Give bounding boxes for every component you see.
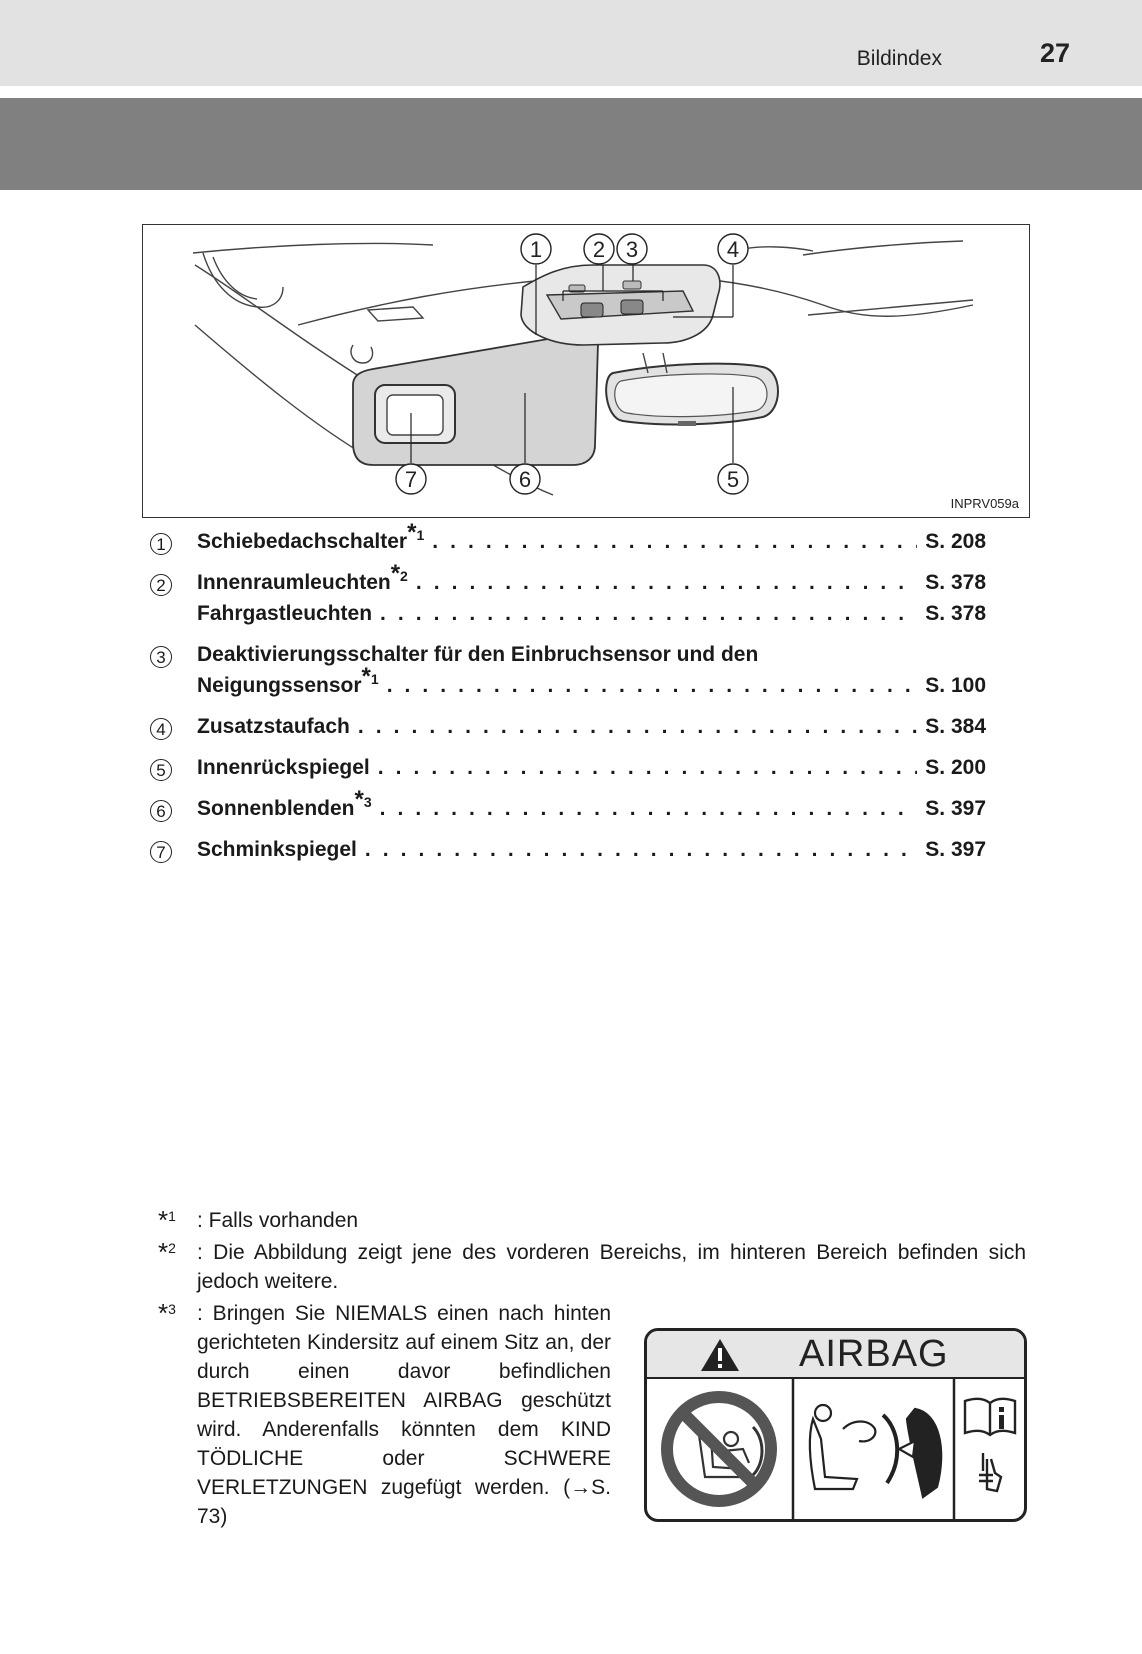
page-reference: S. 378 bbox=[925, 571, 986, 594]
page-reference: S. 384 bbox=[925, 715, 986, 738]
no-child-seat-icon bbox=[667, 1397, 771, 1501]
item-label: Innenrückspiegel bbox=[197, 756, 370, 779]
index-row bbox=[150, 519, 986, 561]
index-row bbox=[150, 786, 986, 828]
airbag-label-header bbox=[647, 1331, 1024, 1379]
item-label: Neigungssensor$^{*1}$ bbox=[197, 663, 379, 697]
item-label: Sonnenblenden$^{*3}$ bbox=[197, 786, 372, 820]
footnote-1 bbox=[158, 1206, 1026, 1235]
callout-6 bbox=[510, 464, 540, 494]
index-entry-5 bbox=[150, 756, 986, 797]
item-number: 7 bbox=[150, 841, 172, 863]
index-row bbox=[150, 560, 986, 602]
page-reference: S. 100 bbox=[925, 674, 986, 697]
index-row bbox=[150, 756, 986, 787]
footnote-2 bbox=[158, 1238, 1026, 1296]
index-entry-3 bbox=[150, 643, 986, 715]
section-band bbox=[0, 98, 1142, 190]
page-reference: S. 397 bbox=[925, 838, 986, 861]
index-entry-7 bbox=[150, 838, 986, 879]
callout-7 bbox=[396, 464, 426, 494]
footnote-text: : Die Abbildung zeigt jene des vorderen Bereichs, im hinteren Bereich befinden sich jedoch weitere. bbox=[197, 1241, 1026, 1293]
callout-5 bbox=[718, 464, 748, 494]
item-number: 3 bbox=[150, 646, 172, 668]
callout-4 bbox=[718, 234, 748, 264]
svg-text:5: 5 bbox=[726, 467, 740, 492]
airbag-warning-label bbox=[644, 1328, 1027, 1522]
manual-info-icon bbox=[965, 1399, 1015, 1491]
warning-triangle-icon bbox=[699, 1337, 741, 1373]
item-number: 1 bbox=[150, 533, 172, 555]
item-label: Zusatzstaufach bbox=[197, 715, 350, 738]
picture-index-list bbox=[150, 519, 986, 879]
index-row bbox=[150, 602, 986, 633]
footnote-marker: *$^1$ bbox=[158, 1205, 176, 1235]
callout-3 bbox=[617, 234, 647, 264]
page-number: 27 bbox=[1039, 38, 1070, 68]
airbag-title: AIRBAG bbox=[799, 1333, 949, 1375]
header-band bbox=[0, 0, 1142, 86]
callout-1 bbox=[521, 234, 551, 264]
figure-code: INPRV059a bbox=[950, 496, 1019, 511]
footnote-text: : Falls vorhanden bbox=[197, 1209, 359, 1232]
item-label: Innenraumleuchten$^{*2}$ bbox=[197, 560, 408, 594]
footnote-marker: *$^3$ bbox=[158, 1298, 176, 1328]
index-row bbox=[150, 838, 986, 869]
airbag-deploy-icon bbox=[810, 1405, 941, 1497]
item-label: Schiebedachschalter$^{*1}$ bbox=[197, 519, 425, 553]
svg-text:4: 4 bbox=[726, 237, 740, 262]
page-reference: S. 200 bbox=[925, 756, 986, 779]
index-row bbox=[150, 715, 986, 746]
item-number: 5 bbox=[150, 759, 172, 781]
overhead-console-illustration bbox=[142, 224, 1030, 518]
index-entry-1 bbox=[150, 519, 986, 571]
page-reference: S. 397 bbox=[925, 797, 986, 820]
svg-text:2: 2 bbox=[592, 237, 606, 262]
svg-text:6: 6 bbox=[518, 467, 532, 492]
page-reference: S. 378 bbox=[925, 602, 986, 625]
index-entry-6 bbox=[150, 786, 986, 838]
index-entry-2 bbox=[150, 560, 986, 643]
item-number: 2 bbox=[150, 574, 172, 596]
console-drawing bbox=[143, 225, 1030, 518]
index-entry-4 bbox=[150, 715, 986, 756]
item-label: Schminkspiegel bbox=[197, 838, 357, 861]
index-row bbox=[150, 643, 986, 674]
item-label: Deaktivierungsschalter für den Einbruchsensor und den bbox=[197, 643, 759, 666]
item-label: Fahrgastleuchten bbox=[197, 602, 373, 625]
callout-2 bbox=[584, 234, 614, 264]
page-reference: S. 208 bbox=[925, 530, 986, 553]
item-number: 4 bbox=[150, 718, 172, 740]
svg-text:1: 1 bbox=[529, 237, 543, 262]
item-number: 6 bbox=[150, 800, 172, 822]
footnote-text: : Bringen Sie NIEMALS einen nach hinten gerichteten Kindersitz auf einem Sitz an, der durch einen davor befindlichen BETRIEBSBEREITEN AIRBAG geschützt wird. Anderenfalls könnten dem KIND TÖDLICHE oder SCHWERE VERLETZUNGEN zugefügt werden. (→S. 73) bbox=[197, 1302, 611, 1528]
svg-text:7: 7 bbox=[404, 467, 418, 492]
index-row bbox=[150, 663, 986, 705]
airbag-pictograms bbox=[647, 1379, 1024, 1519]
section-title: Bildindex bbox=[856, 47, 942, 70]
footnote-marker: *$^2$ bbox=[158, 1237, 176, 1267]
svg-text:3: 3 bbox=[625, 237, 639, 262]
